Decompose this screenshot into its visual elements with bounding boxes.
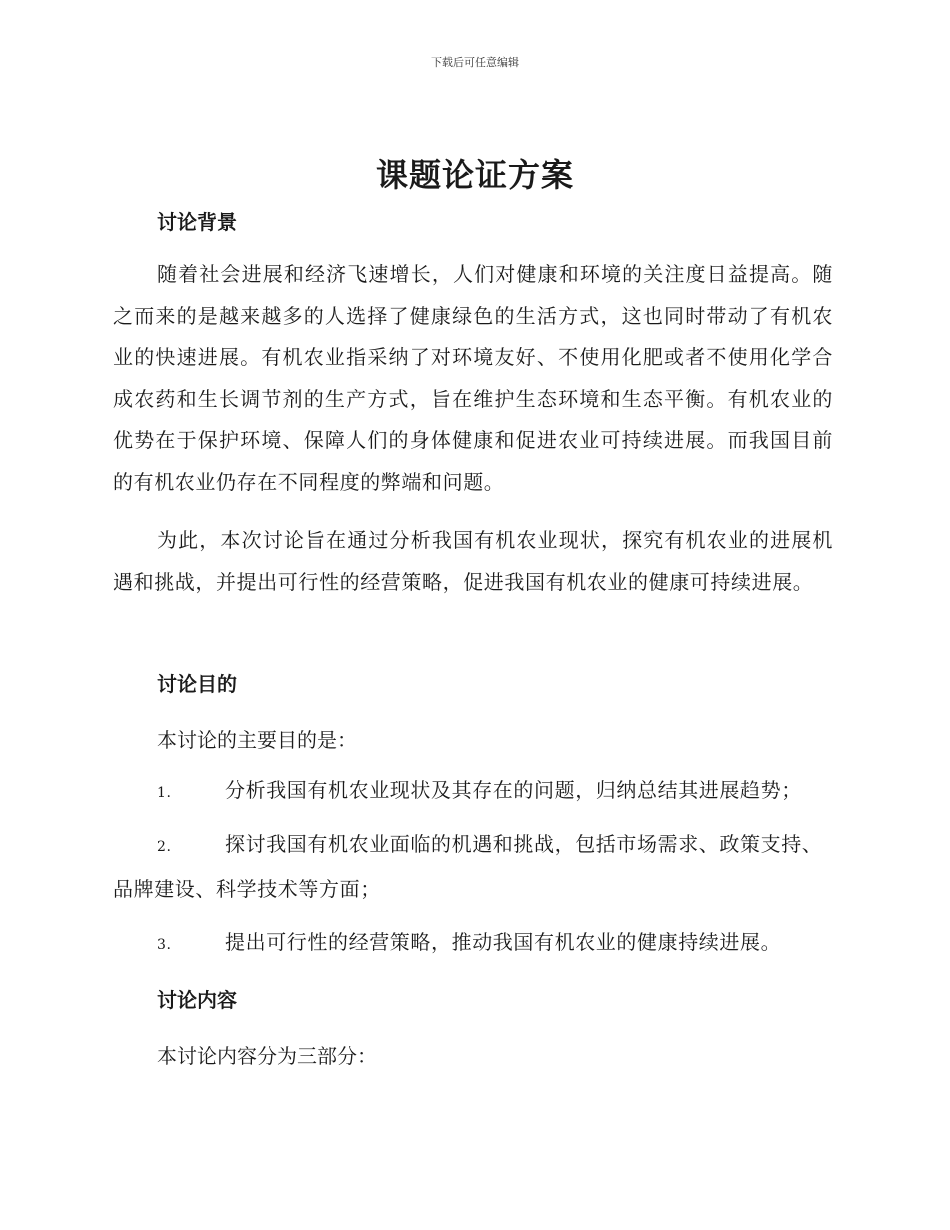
document-title: 课题论证方案 [375,156,574,194]
list-item-text: 分析我国有机农业现状及其存在的问题，归纳总结其进展趋势； [225,778,802,802]
background-paragraph-2: 为此，本次讨论旨在通过分析我国有机农业现状，探究有机农业的进展机遇和挑战，并提出可行性的经营策略，促进我国有机农业的健康可持续进展。 [113,528,833,594]
list-item-number: 1. [157,785,172,801]
page-header-note: 下载后可任意编辑 [431,56,519,69]
section-heading-purpose: 讨论目的 [157,672,237,696]
purpose-list-item-3 [113,922,833,967]
list-item-number: 3. [157,937,172,953]
content-intro: 本讨论内容分为三部分： [157,1044,377,1068]
purpose-intro: 本讨论的主要目的是： [157,728,357,752]
section-heading-background: 讨论背景 [157,210,237,234]
background-paragraph-1: 随着社会进展和经济飞速增长，人们对健康和环境的关注度日益提高。随之而来的是越来越多的人选择了健康绿色的生活方式，这也同时带动了有机农业的快速进展。有机农业指采纳了对环境友好、不使用化肥或者不使用化学合成农药和生长调节剂的生产方式，旨在维护生态环境和生态平衡。有机农业的优势在于保护环境、保障人们的身体健康和促进农业可持续进展。而我国目前的有机农业仍存在不同程度的弊端和问题。 [113,262,833,494]
purpose-list-item-1 [113,770,833,815]
list-item-text: 提出可行性的经营策略，推动我国有机农业的健康持续进展。 [225,930,782,954]
list-item-text: 探讨我国有机农业面临的机遇和挑战，包括市场需求、政策支持、品牌建设、科学技术等方面； [113,832,823,901]
section-heading-content: 讨论内容 [157,988,237,1012]
purpose-list-item-2 [113,824,833,910]
list-item-number: 2. [157,839,172,855]
